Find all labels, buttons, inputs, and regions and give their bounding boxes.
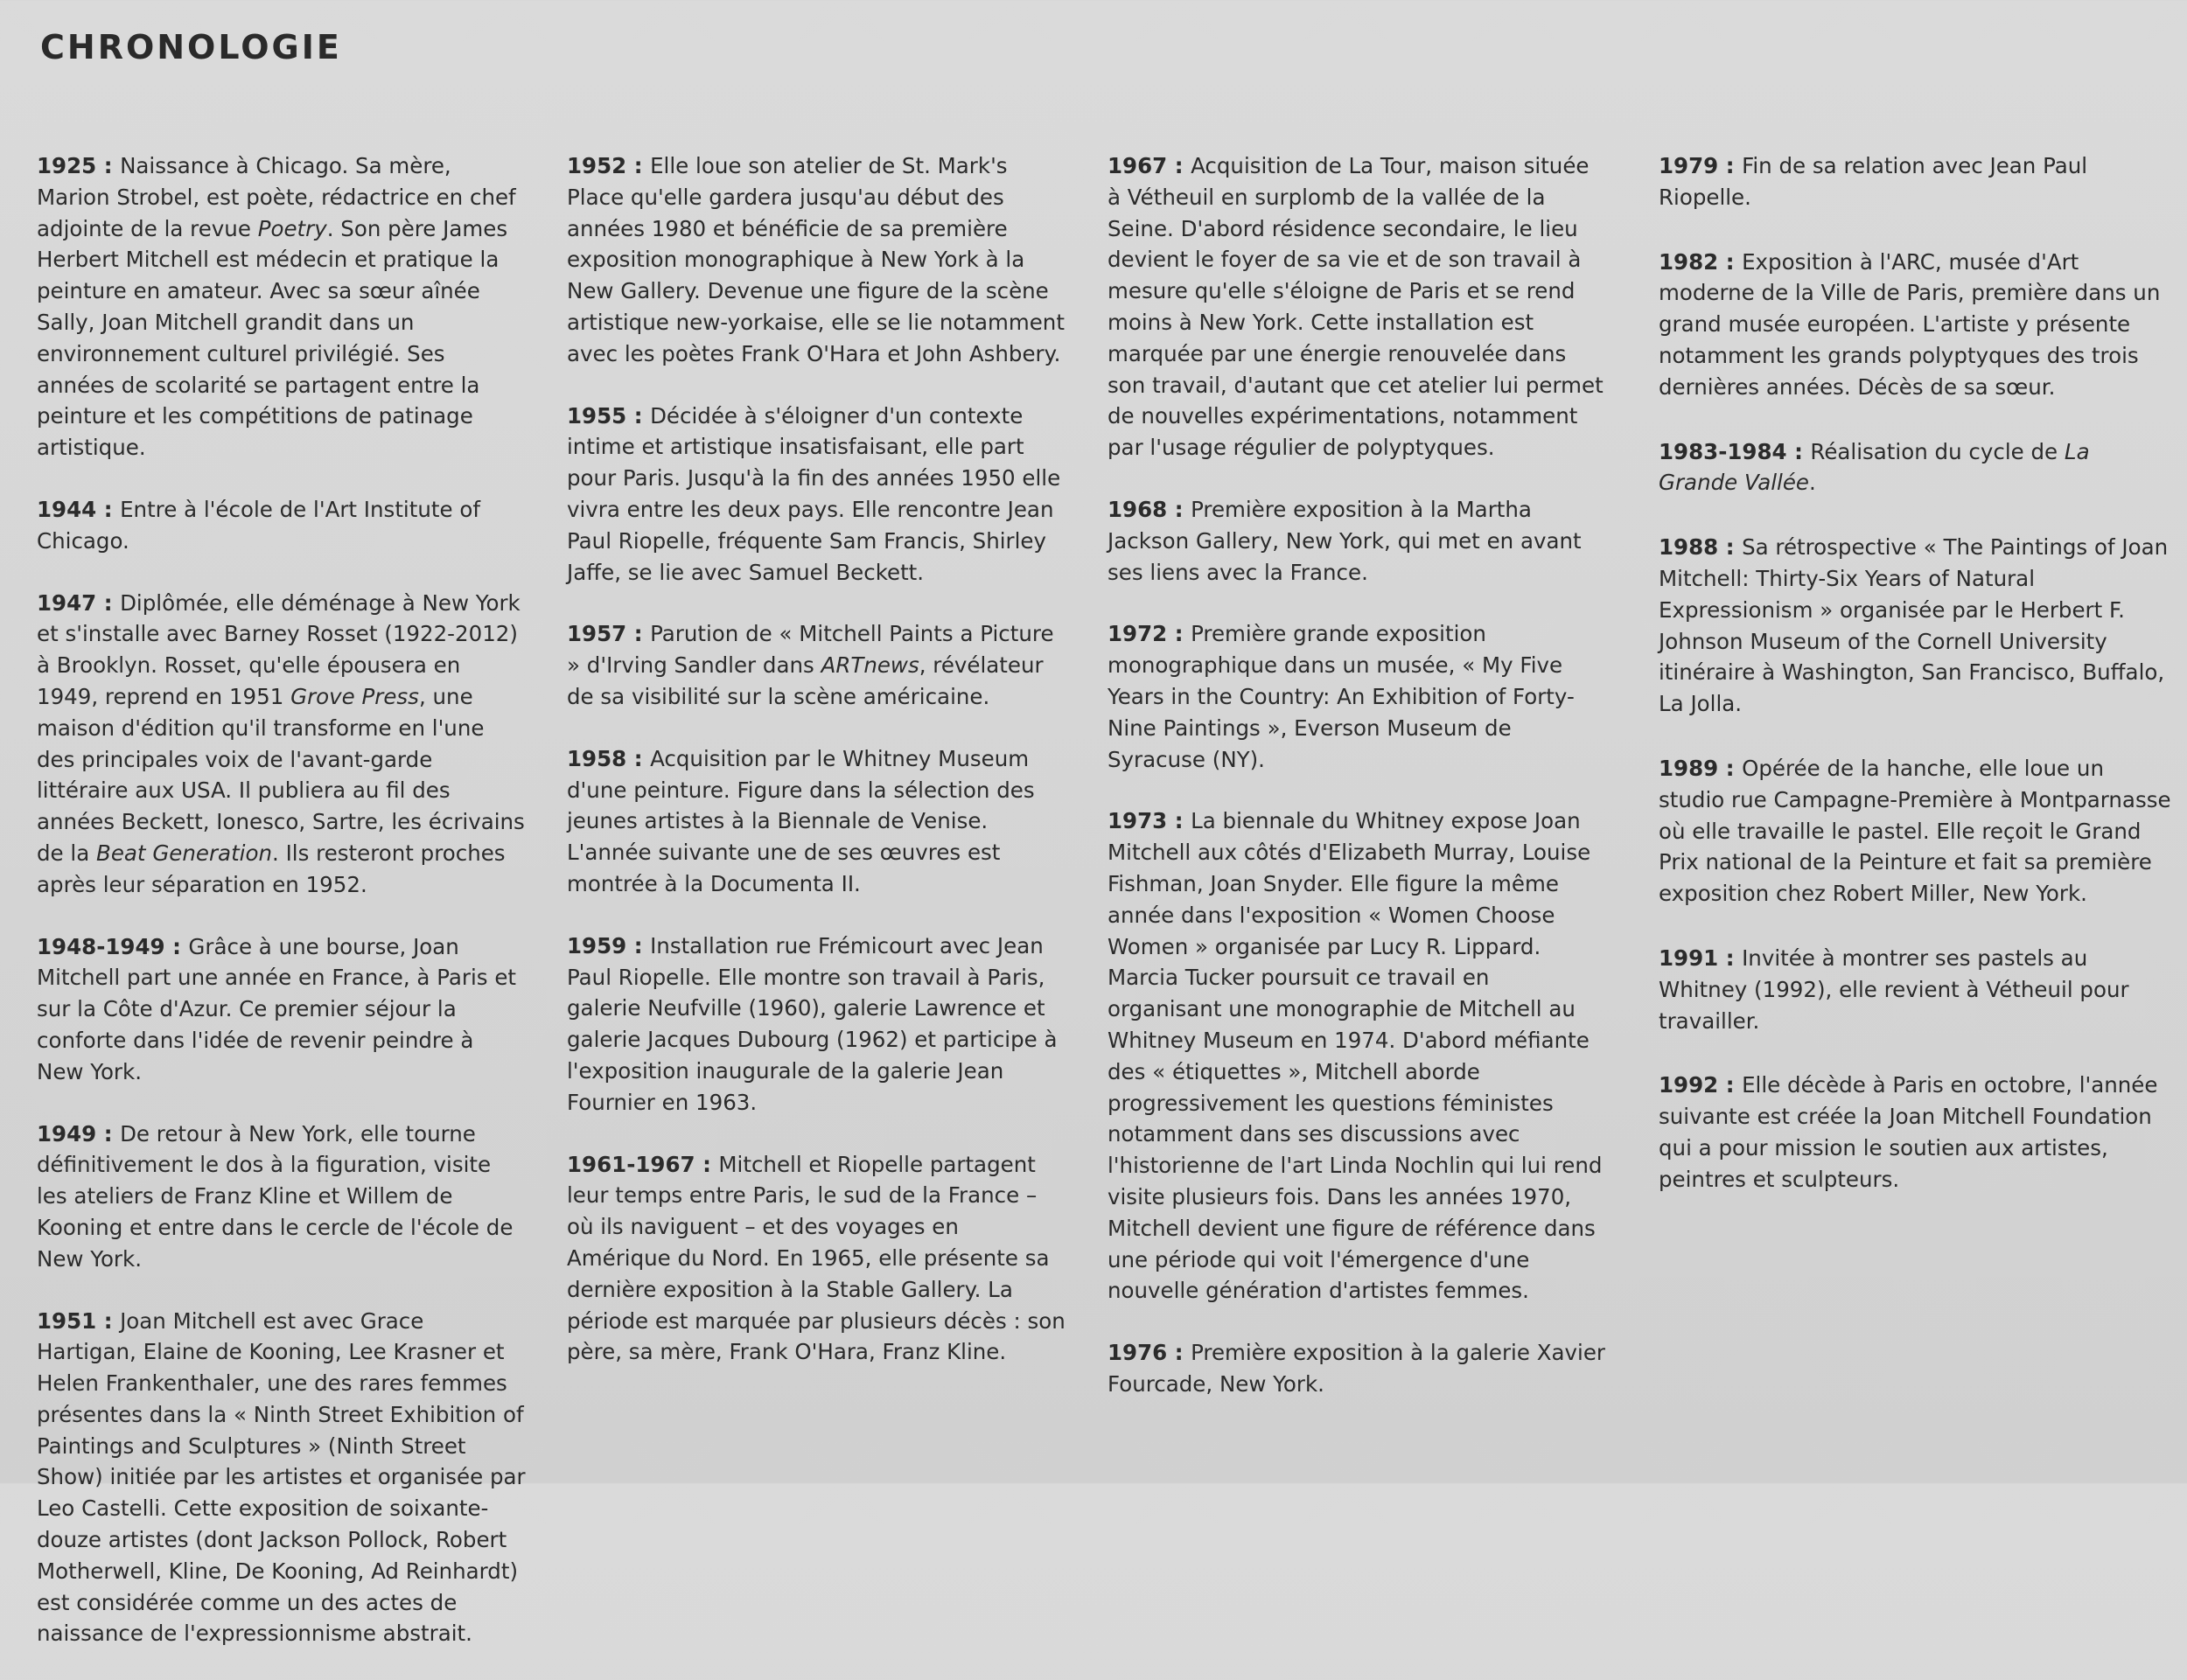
year-separator: : — [96, 153, 121, 178]
timeline-entry — [567, 1149, 1066, 1369]
year-separator: : — [695, 1151, 719, 1177]
entry-year: 1967 — [1107, 153, 1168, 178]
entry-text: Exposition à l'ARC, musée d'Art moderne de la Ville de Paris, première dans un grand musée européen. L'artiste y présente notamment les grands polyptyques des trois dernières années. Décès de sa sœur. — [1659, 248, 2161, 400]
year-separator: : — [626, 153, 651, 178]
entry-text: Elle loue son atelier de St. Mark's Place qu'elle gardera jusqu'au début des années 1980 et bénéficie de sa première exposition monographique à New York à la New Gallery. Devenue une figure de la scène artistique new-yorkaise, elle se lie notamment avec les poètes Frank O'Hara et John Ashbery. — [567, 153, 1065, 366]
entry-text: Décidée à s'éloigner d'un contexte intime et artistique insatisfaisant, elle part pour Paris. Jusqu'à la fin des années 1950 elle vivra entre les deux pays. Elle rencontre Jean Paul Riopelle, fréquente Sam Francis, Shirley Jaffe, se lie avec Samuel Beckett. — [567, 402, 1061, 585]
entry-text: Acquisition par le Whitney Museum d'une peinture. Figure dans la sélection des jeunes artistes à la Biennale de Venise. L'année suivante une de ses œuvres est montrée à la Documenta II. — [567, 745, 1035, 896]
entry-year: 1973 — [1107, 808, 1168, 834]
entry-text: De retour à New York, elle tourne définitivement le dos à la figuration, visite les ateliers de Franz Kline et Willem de Kooning et entre dans le cercle de l'école de New York. — [37, 1120, 514, 1272]
year-separator: : — [1718, 153, 1743, 178]
timeline-entry — [37, 494, 527, 557]
entry-text: , une maison d'édition qu'il transforme en l'une des principales voix de l'avant-garde littéraire aux USA. Il publiera au fil des années Beckett, Ionesco, Sartre, les écrivains de la — [37, 683, 525, 866]
entry-year: 1959 — [567, 932, 627, 959]
column-4 — [1659, 150, 2175, 1229]
entry-year: 1947 — [37, 589, 97, 616]
entry-year: 1989 — [1659, 755, 1719, 781]
entry-year: 1949 — [37, 1120, 97, 1147]
timeline-entry — [1659, 753, 2175, 910]
year-separator: : — [1718, 534, 1743, 561]
entry-text: Diplômée, elle déménage à New York et s'installe avec Barney Rosset (1922-2012) à Brooklyn. Rosset, qu'elle épousera en 1949, reprend en 1951 — [37, 589, 521, 709]
entry-year: 1972 — [1107, 621, 1168, 647]
entry-year: 1957 — [567, 621, 627, 647]
year-separator: : — [1718, 945, 1743, 971]
entry-text: Opérée de la hanche, elle loue un studio rue Campagne-Première à Montparnasse où elle travaille le pastel. Elle reçoit le Grand Prix national de la Peinture et fait sa première exposition chez Robert Miller, New York. — [1659, 755, 2171, 907]
entry-text: Sa rétrospective « The Paintings of Joan Mitchell: Thirty-Six Years of Natural Expressionism » organisée par le Herbert F. Johnson Museum of the Cornell University itinéraire à Washington, San Francisco, Buffalo, La Jolla. — [1659, 534, 2169, 717]
entry-text: Acquisition de La Tour, maison située à Vétheuil en surplomb de la vallée de la Seine. D'abord résidence secondaire, le lieu devient le foyer de sa vie et de son travail à mesure qu'elle s'éloigne de Paris et se rend moins à New York. Cette installation est marquée par une énergie renouvelée dans son travail, d'autant que cet atelier lui permet de nouvelles expérimentations, notamment par l'usage régulier de polyptyques. — [1107, 153, 1604, 461]
year-separator: : — [1718, 1072, 1743, 1098]
entry-text: Première grande exposition monographique dans un musée, « My Five Years in the Country: An Exhibition of Forty-Nine Paintings », Everson Museum de Syracuse (NY). — [1107, 621, 1575, 772]
year-separator: : — [96, 1120, 121, 1147]
timeline-entry — [37, 150, 527, 464]
timeline-entry — [1659, 436, 2175, 499]
timeline-entry — [37, 588, 527, 901]
year-separator: : — [164, 933, 189, 959]
year-separator: : — [626, 745, 651, 771]
entry-year: 1944 — [37, 496, 97, 522]
entry-year: 1955 — [567, 402, 627, 429]
entry-year: 1992 — [1659, 1072, 1719, 1098]
timeline-entry — [1659, 1070, 2175, 1195]
year-separator: : — [626, 621, 651, 647]
entry-text: Réalisation du cycle de — [1810, 438, 2065, 464]
entry-text: Première exposition à la galerie Xavier Fourcade, New York. — [1107, 1340, 1605, 1397]
entry-year: 1976 — [1107, 1340, 1168, 1366]
timeline-entry — [1659, 943, 2175, 1036]
entry-text: Fin de sa relation avec Jean Paul Riopelle. — [1659, 153, 2088, 210]
entry-year: 1983-1984 — [1659, 438, 1787, 464]
timeline-entry — [1659, 150, 2175, 213]
year-separator: : — [1167, 496, 1191, 522]
timeline-entry — [37, 1119, 527, 1275]
entry-text-italic: La Grande Vallée — [1659, 438, 2090, 496]
timeline-entry — [567, 401, 1066, 589]
timeline-entry — [1107, 618, 1608, 775]
year-separator: : — [1167, 621, 1191, 647]
year-separator: : — [626, 932, 651, 959]
entry-year: 1968 — [1107, 496, 1168, 522]
entry-text: Grâce à une bourse, Joan Mitchell part une année en France, à Paris et sur la Côte d'Azur. Ce premier séjour la conforte dans l'idée de revenir peindre à New York. — [37, 933, 517, 1084]
column-1 — [37, 150, 527, 1680]
entry-text: Elle décède à Paris en octobre, l'année suivante est créée la Joan Mitchell Foundation qui a pour mission le soutien aux artistes, peintres et sculpteurs. — [1659, 1072, 2158, 1192]
entry-text: . Ils resteront proches après leur séparation en 1952. — [37, 840, 506, 897]
entry-text: . — [1808, 470, 1816, 496]
timeline-entry — [1107, 494, 1608, 588]
entry-text-italic: ARTnews — [821, 652, 919, 679]
timeline-entry — [1107, 1337, 1608, 1400]
entry-year: 1988 — [1659, 534, 1719, 561]
entry-text: Installation rue Frémicourt avec Jean Paul Riopelle. Elle montre son travail à Paris, galerie Neufville (1960), galerie Lawrence et galerie Jacques Dubourg (1962) et participe à l'exposition inaugurale de la galerie Jean Fournier en 1963. — [567, 932, 1058, 1115]
timeline-entry — [37, 1306, 527, 1650]
entry-year: 1951 — [37, 1307, 97, 1334]
entry-text: Entre à l'école de l'Art Institute of Chicago. — [37, 496, 480, 554]
timeline-entry — [37, 931, 527, 1088]
entry-text: La biennale du Whitney expose Joan Mitchell aux côtés d'Elizabeth Murray, Louise Fishman, Joan Snyder. Elle figure la même année dans l'exposition « Women Choose Women » organisée par Lucy R. Lippard. Marcia Tucker poursuit ce travail en organisant une monographie de Mitchell au Whitney Museum en 1974. D'abord méfiante des « étiquettes », Mitchell aborde progressivement les questions féministes notamment dans ses discussions avec l'historienne de l'art Linda Nochlin qui lui rend visite plusieurs fois. Dans les années 1970, Mitchell devient une figure de référence dans une période qui voit l'émergence d'une nouvelle génération d'artistes femmes. — [1107, 808, 1603, 1304]
entry-text-italic: Poetry — [257, 215, 327, 241]
entry-text-italic: Grove Press — [290, 683, 419, 709]
entry-year: 1925 — [37, 153, 97, 178]
column-3 — [1107, 150, 1608, 1431]
entry-text: , révélateur de sa visibilité sur la scène américaine. — [567, 652, 1044, 709]
entry-year: 1958 — [567, 745, 627, 771]
entry-year: 1991 — [1659, 945, 1719, 971]
entry-text-italic: Beat Generation — [96, 840, 272, 866]
timeline-entry — [1659, 247, 2175, 403]
year-separator: : — [1718, 248, 1743, 275]
entry-text: Invitée à montrer ses pastels au Whitney (1992), elle revient à Vétheuil pour travailler. — [1659, 945, 2129, 1034]
entry-text: Naissance à Chicago. Sa mère, Marion Strobel, est poète, rédactrice en chef adjointe de la revue — [37, 153, 516, 241]
year-separator: : — [1718, 755, 1743, 781]
entry-text: Mitchell et Riopelle partagent leur temps entre Paris, le sud de la France – où ils naviguent – et des voyages en Amérique du Nord. En 1965, elle présente sa dernière exposition à la Stable Gallery. La période est marquée par plusieurs décès : son père, sa mère, Frank O'Hara, Franz Kline. — [567, 1151, 1066, 1365]
timeline-entry — [1107, 805, 1608, 1307]
entry-text: Joan Mitchell est avec Grace Hartigan, Elaine de Kooning, Lee Krasner et Helen Frankenthaler, une des rares femmes présentes dans la « Ninth Street Exhibition of Paintings and Sculptures » (Ninth Street Show) initiée par les artistes et organisée par Leo Castelli. Cette exposition de soixante-douze artistes (dont Jackson Pollock, Robert Motherwell, Kline, De Kooning, Ad Reinhardt) est considérée comme un des actes de naissance de l'expressionnisme abstrait. — [37, 1307, 526, 1647]
entry-year: 1948-1949 — [37, 933, 165, 959]
year-separator: : — [96, 1307, 121, 1334]
year-separator: : — [1167, 153, 1191, 178]
year-separator: : — [96, 589, 121, 616]
timeline-entry — [567, 931, 1066, 1119]
timeline-entry — [567, 618, 1066, 712]
year-separator: : — [1167, 808, 1191, 834]
entry-year: 1961-1967 — [567, 1151, 695, 1177]
page-title: CHRONOLOGIE — [40, 28, 342, 66]
entry-year: 1979 — [1659, 153, 1719, 178]
timeline-entry — [1659, 532, 2175, 720]
entry-text: . Son père James Herbert Mitchell est médecin et pratique la peinture en amateur. Avec sa sœur aînée Sally, Joan Mitchell grandit dans un environnement culturel privilégié. Ses années de scolarité se partagent entre la peinture et les compétitions de patinage artistique. — [37, 215, 508, 461]
entry-year: 1952 — [567, 153, 627, 178]
year-separator: : — [1167, 1340, 1191, 1366]
year-separator: : — [626, 402, 651, 429]
year-separator: : — [1786, 438, 1811, 464]
year-separator: : — [96, 496, 121, 522]
column-2 — [567, 150, 1066, 1398]
timeline-entry — [1107, 150, 1608, 464]
timeline-entry — [567, 743, 1066, 900]
entry-text: Première exposition à la Martha Jackson Gallery, New York, qui met en avant ses liens avec la France. — [1107, 496, 1582, 585]
entry-year: 1982 — [1659, 248, 1719, 275]
entry-text: Parution de « Mitchell Paints a Picture » d'Irving Sandler dans — [567, 621, 1054, 679]
timeline-entry — [567, 150, 1066, 370]
